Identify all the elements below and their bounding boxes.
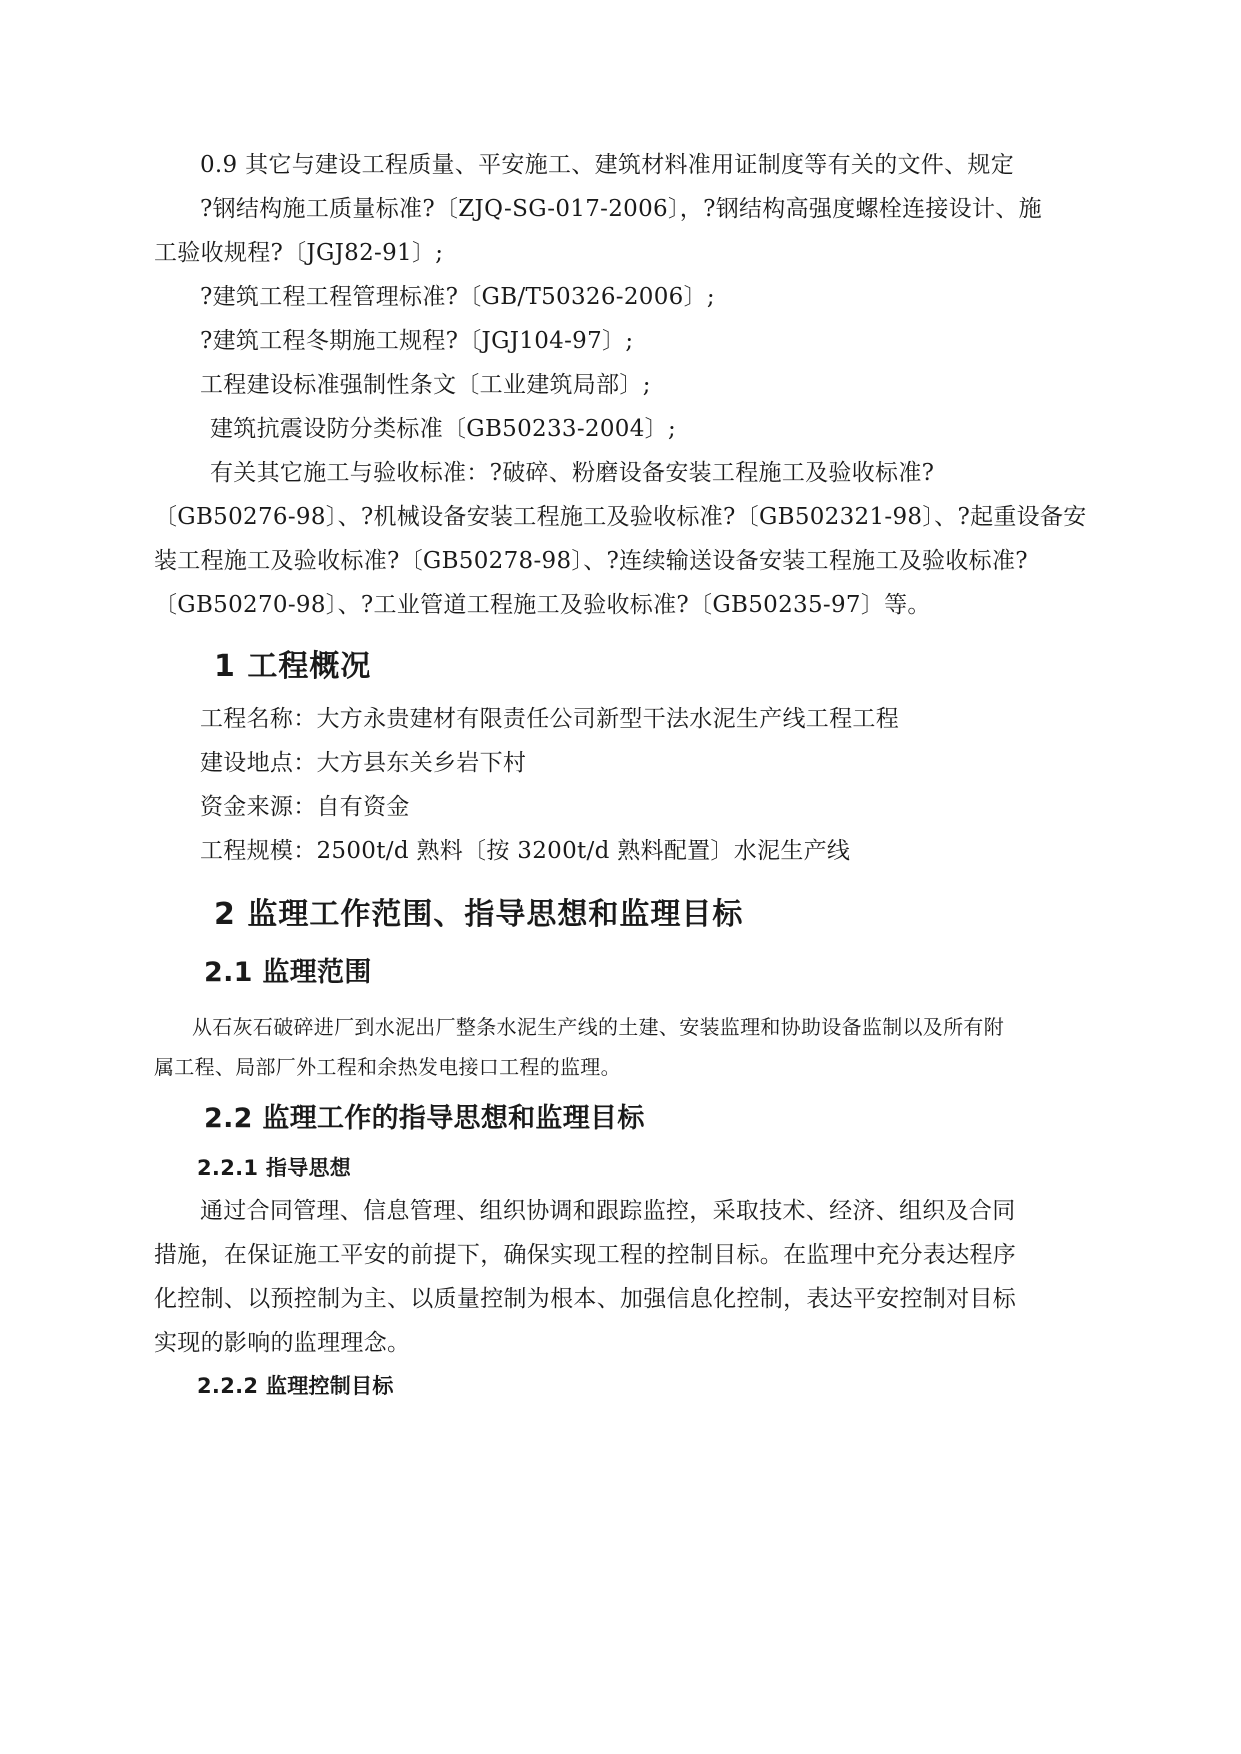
text-line: 从石灰石破碎进厂到水泥出厂整条水泥生产线的土建、安装监理和协助设备监制以及所有附 [192,1015,1004,1039]
text-line: 措施，在保证施工平安的前提下，确保实现工程的控制目标。在监理中充分表达程序 [154,1242,1017,1268]
text-line: 工程建设标准强制性条文〔工业建筑局部〕; [200,372,651,398]
section-1-heading: 1 工程概况 [214,649,372,684]
text-line: 化控制、以预控制为主、以质量控制为根本、加强信息化控制，表达平安控制对目标 [154,1286,1017,1312]
text-line: 实现的影响的监理理念。 [154,1330,411,1356]
text-line: 装工程施工及验收标准?〔GB50278-98〕、?连续输送设备安装工程施工及验收标准? [154,548,1028,574]
section-2-2-heading: 2.2 监理工作的指导思想和监理目标 [204,1103,645,1134]
section-2-1-heading: 2.1 监理范围 [204,957,372,988]
text-line: 建筑抗震设防分类标准〔GB50233-2004〕; [210,416,676,442]
text-line: 通过合同管理、信息管理、组织协调和跟踪监控，采取技术、经济、组织及合同 [200,1198,1016,1224]
text-line: ?建筑工程冬期施工规程?〔JGJ104-97〕; [200,328,634,354]
text-line: 〔GB50276-98〕、?机械设备安装工程施工及验收标准?〔GB502321-98〕、?起重设备安 [154,504,1087,530]
section-2-2-1-heading: 2.2.1 指导思想 [197,1156,352,1180]
text-line: 有关其它施工与验收标准：?破碎、粉磨设备安装工程施工及验收标准? [210,460,935,486]
text-line: 0.9 其它与建设工程质量、平安施工、建筑材料准用证制度等有关的文件、规定 [200,152,1014,178]
text-line: 属工程、局部厂外工程和余热发电接口工程的监理。 [154,1055,621,1079]
project-name: 工程名称：大方永贵建材有限责任公司新型干法水泥生产线工程工程 [200,706,899,732]
text-line: ?建筑工程工程管理标准?〔GB/T50326-2006〕; [200,284,715,310]
project-scale: 工程规模：2500t/d 熟料〔按 3200t/d 熟料配置〕水泥生产线 [200,838,851,864]
text-line: 〔GB50270-98〕、?工业管道工程施工及验收标准?〔GB50235-97〕等。 [154,592,931,618]
text-line: 工验收规程?〔JGJ82-91〕; [154,240,444,266]
project-location: 建设地点：大方县东关乡岩下村 [200,750,527,776]
section-2-heading: 2 监理工作范围、指导思想和监理目标 [214,897,744,932]
section-2-2-2-heading: 2.2.2 监理控制目标 [197,1374,394,1398]
funding-source: 资金来源：自有资金 [200,794,410,820]
text-line: ?钢结构施工质量标准?〔ZJQ-SG-017-2006〕，?钢结构高强度螺栓连接设计、施 [200,196,1042,222]
